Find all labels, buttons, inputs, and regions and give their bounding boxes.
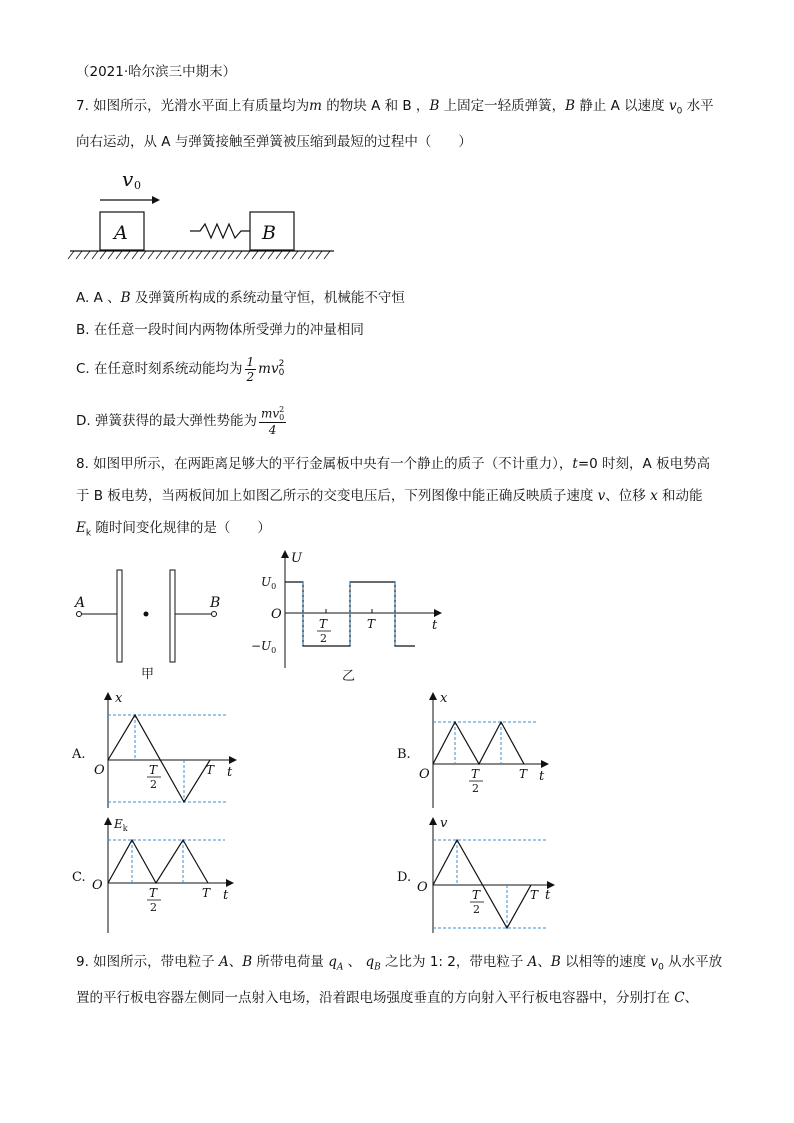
svg-text:T: T (206, 763, 215, 777)
q9-stem-line2: 置的平行板电容器左侧同一点射入电场，沿着跟电场强度垂直的方向射入平行板电容器中，分别打在 C、 (76, 990, 699, 1006)
q8-graph-d[interactable] (395, 815, 575, 937)
q8-stem-line2: 于 B 板电势，当两板间加上如图乙所示的交变电压后，下列图像中能正确反映质子速度 v、位移 x 和动能 (76, 488, 703, 504)
svg-text:t: t (539, 769, 545, 784)
svg-text:v: v (122, 167, 134, 191)
source-label: （2021·哈尔滨三中期末） (76, 64, 237, 80)
svg-text:v: v (440, 816, 448, 831)
svg-text:C.: C. (72, 870, 86, 885)
svg-text:2: 2 (150, 901, 157, 914)
svg-text:T: T (472, 888, 481, 902)
svg-text:B.: B. (397, 747, 411, 762)
svg-text:T: T (367, 617, 376, 631)
svg-text:Ek: $E_k$ (114, 817, 128, 833)
svg-text:T: T (202, 886, 211, 900)
svg-text:0: 0 (134, 179, 141, 192)
svg-text:U: U (291, 551, 302, 566)
svg-text:O: O (92, 878, 103, 893)
q8-figure-jia (70, 565, 230, 680)
spring (190, 224, 250, 238)
q7-option-c[interactable]: C. 在任意时刻系统动能均为 $\frac{1}{2}$ mv 2 0 (76, 354, 285, 384)
svg-text:甲: 甲 (141, 667, 155, 682)
svg-text:O: O (94, 763, 105, 778)
svg-text:B: B (262, 222, 276, 244)
q8-graph-c[interactable] (70, 815, 250, 937)
q7-stem-line2: 向右运动，从 A 与弹簧接触至弹簧被压缩到最短的过程中（ ） (76, 134, 472, 150)
plate-a (117, 570, 122, 662)
svg-text:A: A (75, 595, 86, 611)
q9-stem-line1: 9. 如图所示，带电粒子 A、B 所带电荷量 $q_A$ 、 $q_B$ 之比为 1: 2，带电粒子 A、B 以相等的速度 $v_0$ 从水平放 (76, 954, 723, 973)
q7-option-d[interactable]: D. 弹簧获得的最大弹性势能为 mv 2 0 4 (76, 404, 285, 437)
svg-text:T: T (530, 888, 539, 902)
svg-text:T: T (471, 767, 480, 781)
q7-option-b[interactable]: B. 在任意一段时间内两物体所受弹力的冲量相同 (76, 322, 364, 338)
svg-text:t: t (545, 888, 551, 903)
proton (144, 612, 149, 617)
svg-text:O: O (271, 607, 282, 622)
svg-text:T: T (319, 617, 328, 631)
svg-text:−U0: $-U_0$ (251, 639, 277, 655)
svg-text:T: T (149, 886, 158, 900)
svg-text:t: t (432, 618, 438, 633)
q8-stem-line1: 8. 如图甲所示，在两距离足够大的平行金属板中央有一个静止的质子（不计重力），t=0 时刻，A 板电势高 (76, 456, 711, 472)
svg-text:x: x (115, 691, 123, 706)
svg-text:A.: A. (72, 747, 86, 762)
q8-graph-b[interactable] (395, 690, 575, 812)
svg-text:2: 2 (320, 632, 327, 645)
svg-text:乙: 乙 (342, 669, 356, 684)
svg-text:2: 2 (150, 778, 157, 791)
svg-text:2: 2 (473, 903, 480, 916)
q7-figure (70, 165, 340, 265)
q7-option-a[interactable]: A. A 、B 及弹簧所构成的系统动量守恒，机械能不守恒 (76, 290, 405, 306)
svg-text:D.: D. (397, 870, 412, 885)
svg-text:T: T (149, 763, 158, 777)
svg-text:U0: $U_0$ (261, 575, 277, 591)
plate-b (170, 570, 175, 662)
svg-text:t: t (223, 888, 229, 903)
svg-text:O: O (419, 767, 430, 782)
svg-text:O: O (417, 880, 428, 895)
q7-stem-line1: 7. 如图所示，光滑水平面上有质量均为m 的物块 A 和 B ，B 上固定一轻质弹簧，B 静止 A 以速度 $v_0$ 水平 (76, 98, 714, 117)
svg-text:B: B (210, 595, 221, 611)
q8-stem-line3: $E_k$ 随时间变化规律的是（ ） (76, 520, 271, 539)
q8-figure-yi (251, 548, 455, 684)
q8-graph-a[interactable] (70, 690, 250, 812)
svg-text:2: 2 (472, 782, 479, 795)
svg-text:t: t (227, 765, 233, 780)
svg-text:x: x (440, 691, 448, 706)
svg-text:T: T (519, 767, 528, 781)
svg-text:A: A (114, 222, 128, 244)
